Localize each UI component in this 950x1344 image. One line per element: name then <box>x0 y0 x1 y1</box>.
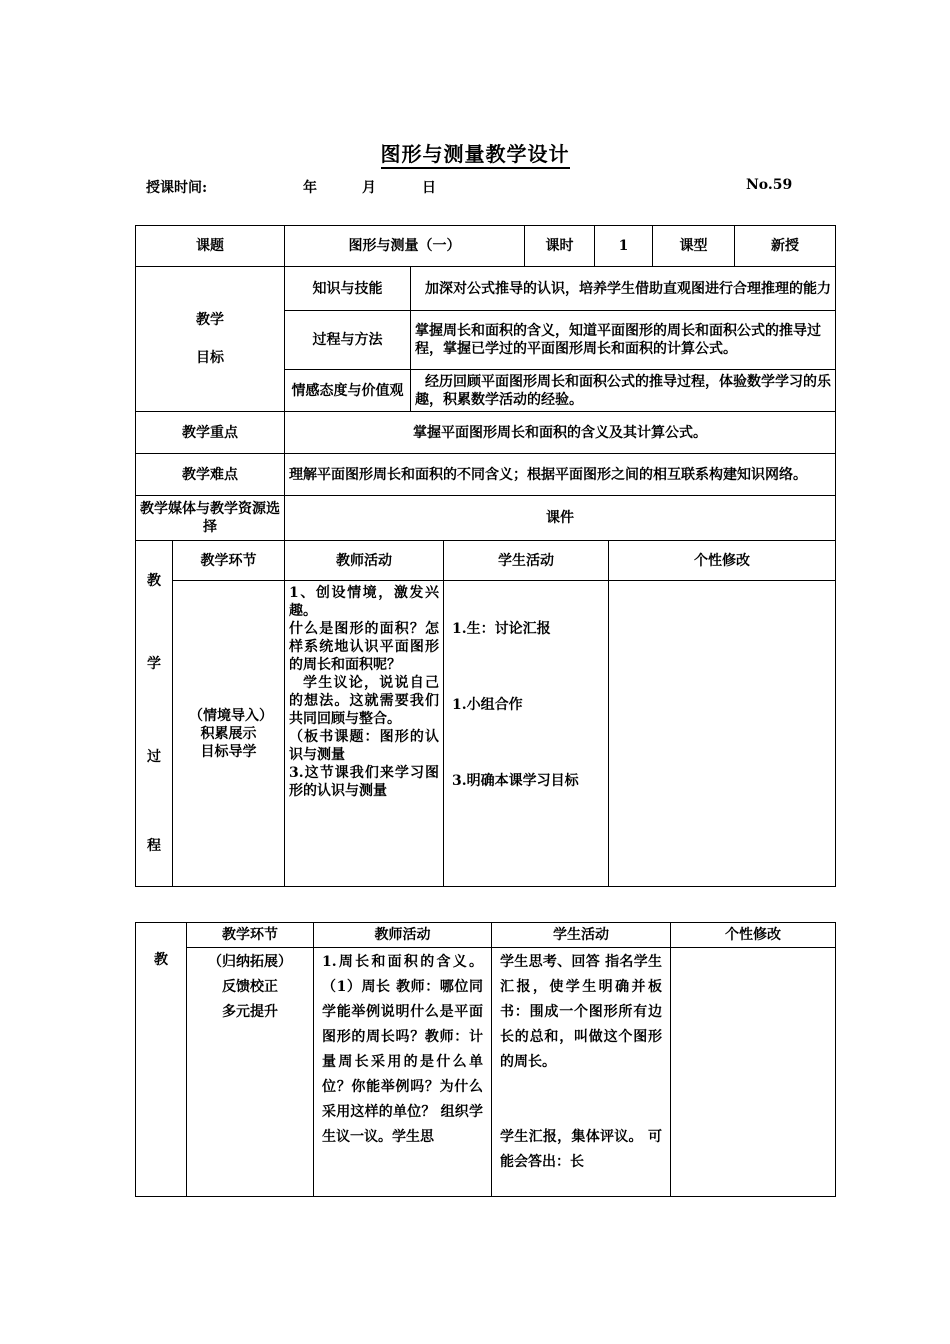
header-stage: 教学环节 <box>173 541 285 581</box>
key-value: 掌握平面图形周长和面积的含义及其计算公式。 <box>285 412 836 454</box>
media-label: 教学媒体与教学资源选择 <box>136 496 285 541</box>
teacher-activity: 1、创设情境，激发兴趣。 什么是图形的面积？怎样系统地认识平面图形的周长和面积呢？ 学生议论，说说自己的想法。这就需要我们共同回顾与整合。 （板书课题：图形的认识与测量 3.这节课我们来学习图形的认识与测量 <box>285 581 444 887</box>
header-notes: 个性修改 <box>609 541 836 581</box>
header-stage: 教学环节 <box>187 923 314 948</box>
year-label: 年 <box>303 180 317 196</box>
header-teacher: 教师活动 <box>314 923 492 948</box>
header-teacher: 教师活动 <box>285 541 444 581</box>
type-label: 课型 <box>653 226 735 267</box>
notes-cell <box>671 948 836 1197</box>
media-value: 课件 <box>285 496 836 541</box>
goals-label: 教学 目标 <box>136 267 285 412</box>
goal-name: 过程与方法 <box>285 311 411 370</box>
header-notes: 个性修改 <box>671 923 836 948</box>
hours-label: 课时 <box>525 226 595 267</box>
student-activity: 学生思考、回答 指名学生汇报，使学生明确并板书：围成一个图形所有边长的总和，叫做这个图形的周长。 学生汇报，集体评议。 可能会答出：长 <box>492 948 671 1197</box>
header-student: 学生活动 <box>444 541 609 581</box>
goal-name: 情感态度与价值观 <box>285 370 411 412</box>
goal-text: 掌握周长和面积的含义，知道平面图形的周长和面积公式的推导过程，掌握已学过的平面图形周长和面积的计算公式。 <box>411 311 836 370</box>
goal-text: 经历回顾平面图形周长和面积公式的推导过程，体验数学学习的乐趣，积累数学活动的经验。 <box>411 370 836 412</box>
day-label: 日 <box>422 180 436 196</box>
time-label: 授课时间: <box>146 180 208 196</box>
difficulty-label: 教学难点 <box>136 454 285 496</box>
topic-label: 课题 <box>136 226 285 267</box>
goal-text: 加深对公式推导的认识，培养学生借助直观图进行合理推理的能力 <box>411 267 836 311</box>
teacher-activity: 1.周长和面积的含义。（1）周长 教师：哪位同学能举例说明什么是平面图形的周长吗？教师：计量周长采用的是什么单位？你能举例吗？为什么采用这样的单位？ 组织学生议一议。学生思 <box>314 948 492 1197</box>
goal-name: 知识与技能 <box>285 267 411 311</box>
page-title: 图形与测量教学设计 <box>0 138 950 167</box>
topic-value: 图形与测量（一） <box>285 226 525 267</box>
type-value: 新授 <box>735 226 836 267</box>
key-label: 教学重点 <box>136 412 285 454</box>
month-label: 月 <box>362 180 376 196</box>
lesson-plan-table <box>135 225 836 887</box>
lesson-plan-table-continued <box>135 922 836 1197</box>
hours-value: 1 <box>595 226 653 267</box>
stage-cell: （情境导入） 积累展示 目标导学 <box>173 581 285 887</box>
header-student: 学生活动 <box>492 923 671 948</box>
notes-cell <box>609 581 836 887</box>
lesson-number: No.59 <box>746 177 793 193</box>
process-label: 教 学 过 程 <box>136 541 173 887</box>
stage-cell: （归纳拓展） 反馈校正 多元提升 <box>187 948 314 1197</box>
process-label: 教 <box>136 923 187 1197</box>
difficulty-value: 理解平面图形周长和面积的不同含义；根据平面图形之间的相互联系构建知识网络。 <box>285 454 836 496</box>
student-activity: 1.生：讨论汇报 1.小组合作 3.明确本课学习目标 <box>444 581 609 887</box>
